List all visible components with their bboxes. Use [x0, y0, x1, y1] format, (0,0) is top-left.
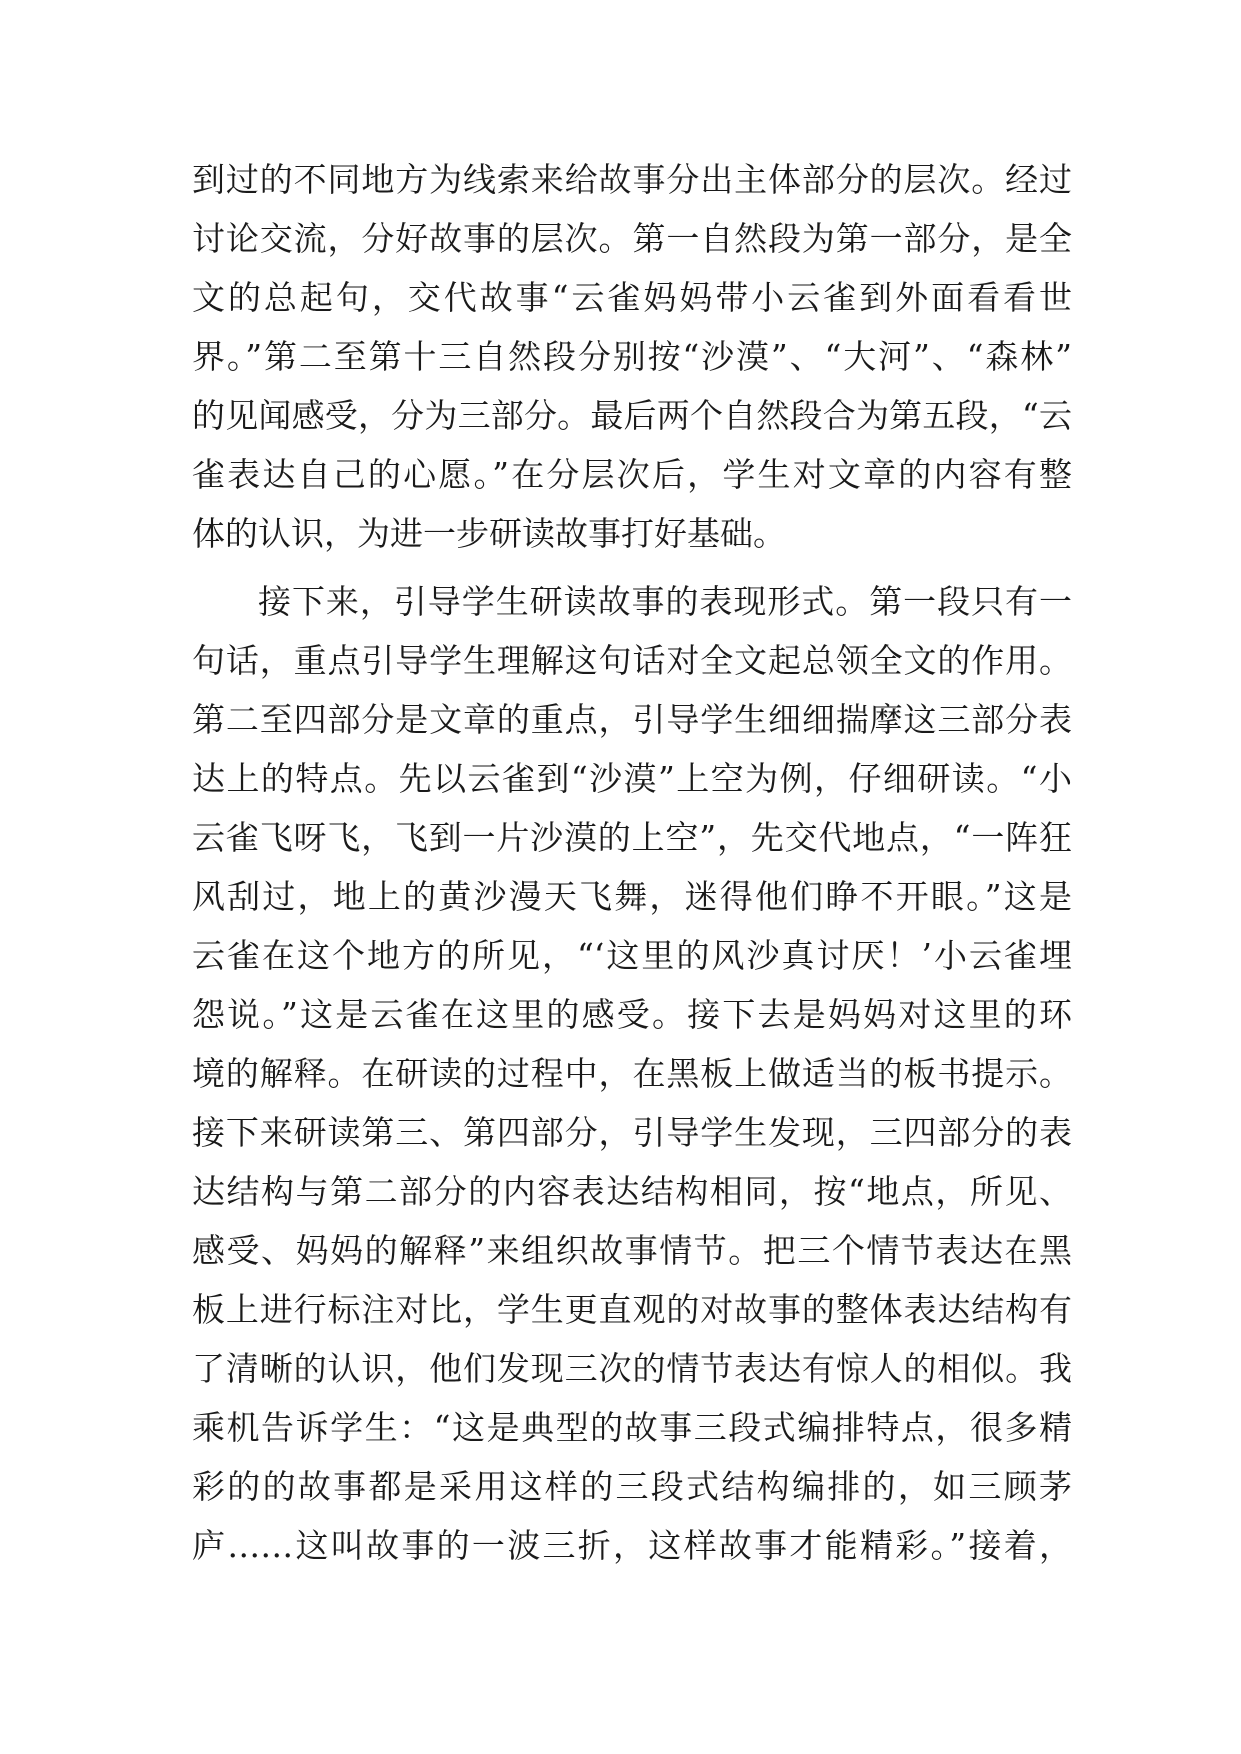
text-line: 达上的特点。先以云雀到“沙漠”上空为例，仔细研读。“小 — [192, 759, 1072, 798]
document-body — [192, 150, 1072, 1575]
text-line: 体的认识，为进一步研读故事打好基础。 — [192, 514, 786, 553]
text-line: 接下来，引导学生研读故事的表现形式。第一段只有一 — [258, 582, 1072, 621]
paragraph-2 — [192, 572, 1072, 1575]
text-line: 文的总起句，交代故事“云雀妈妈带小云雀到外面看看世 — [192, 278, 1072, 317]
text-line: 了清晰的认识，他们发现三次的情节表达有惊人的相似。我 — [192, 1349, 1072, 1388]
text-line: 风刮过，地上的黄沙漫天飞舞，迷得他们睁不开眼。”这是 — [192, 877, 1072, 916]
text-line: 境的解释。在研读的过程中，在黑板上做适当的板书提示。 — [192, 1054, 1072, 1093]
text-line: 讨论交流，分好故事的层次。第一自然段为第一部分，是全 — [192, 219, 1072, 258]
text-line: 庐……这叫故事的一波三折，这样故事才能精彩。”接着， — [192, 1526, 1072, 1565]
text-line: 怨说。”这是云雀在这里的感受。接下去是妈妈对这里的环 — [192, 995, 1072, 1034]
text-line: 板上进行标注对比，学生更直观的对故事的整体表达结构有 — [192, 1290, 1072, 1329]
text-line: 乘机告诉学生：“这是典型的故事三段式编排特点，很多精 — [192, 1408, 1072, 1447]
text-line: 句话，重点引导学生理解这句话对全文起总领全文的作用。 — [192, 641, 1072, 680]
text-line: 云雀飞呀飞，飞到一片沙漠的上空”，先交代地点，“一阵狂 — [192, 818, 1072, 857]
text-line: 界。”第二至第十三自然段分别按“沙漠”、“大河”、“森林” — [192, 337, 1072, 376]
text-line: 第二至四部分是文章的重点，引导学生细细揣摩这三部分表 — [192, 700, 1072, 739]
text-line: 云雀在这个地方的所见，“‘这里的风沙真讨厌！’小云雀埋 — [192, 936, 1072, 975]
text-line: 接下来研读第三、第四部分，引导学生发现，三四部分的表 — [192, 1113, 1072, 1152]
paragraph-gap — [192, 563, 1072, 572]
text-line: 的见闻感受，分为三部分。最后两个自然段合为第五段，“云 — [192, 396, 1072, 435]
text-line: 达结构与第二部分的内容表达结构相同，按“地点，所见、 — [192, 1172, 1072, 1211]
text-line: 感受、妈妈的解释”来组织故事情节。把三个情节表达在黑 — [192, 1231, 1072, 1270]
text-line: 到过的不同地方为线索来给故事分出主体部分的层次。经过 — [192, 160, 1072, 199]
text-line: 雀表达自己的心愿。”在分层次后，学生对文章的内容有整 — [192, 455, 1072, 494]
paragraph-1 — [192, 150, 1072, 563]
text-line: 彩的的故事都是采用这样的三段式结构编排的，如三顾茅 — [192, 1467, 1072, 1506]
